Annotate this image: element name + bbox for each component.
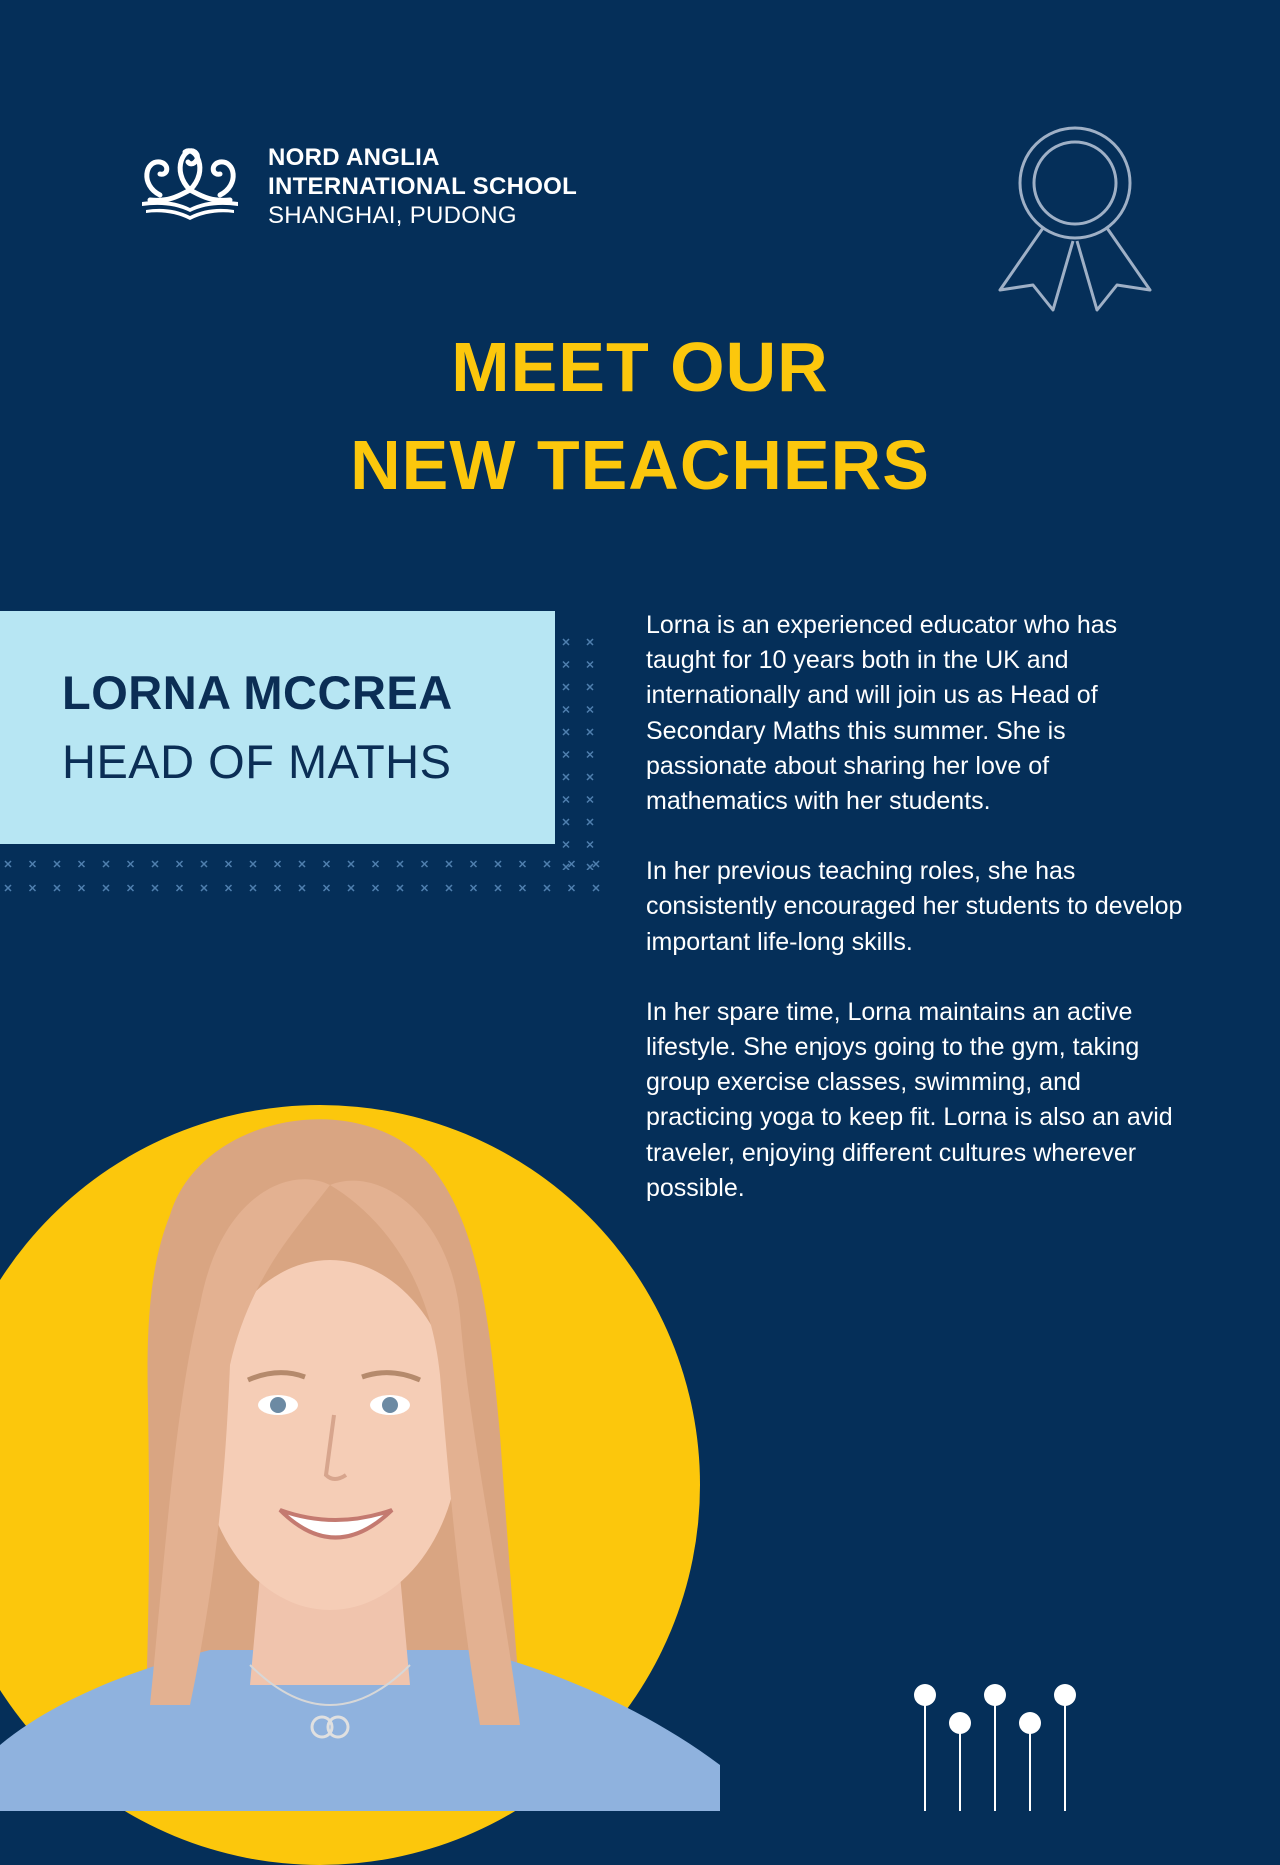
bio-paragraph: In her spare time, Lorna maintains an active lifestyle. She enjoys going to the gym, taking group exercise classes, swimming, and practicing yoga to keep fit. Lorna is also an avid traveler, enjoying different cultures wherever possible.: [646, 997, 1173, 1202]
decorative-x-pattern-vertical: [556, 634, 600, 870]
x-mark: [79, 861, 85, 867]
x-mark: [397, 885, 403, 891]
x-mark: [563, 639, 569, 645]
x-mark: [563, 707, 569, 713]
x-mark: [495, 885, 501, 891]
x-mark: [397, 861, 403, 867]
x-mark: [471, 861, 477, 867]
decorative-pin-lines: [905, 1675, 1085, 1811]
x-mark: [563, 774, 569, 780]
x-mark: [226, 861, 232, 867]
x-mark: [226, 885, 232, 891]
bio-paragraph: Lorna is an experienced educator who has taught for 10 years both in the UK and internationally and will join us as Head of Secondary Maths this summer. She is passionate about sharing her love of mathematics with her students.: [646, 611, 1118, 816]
decorative-x-pattern-horizontal: [0, 856, 600, 910]
x-mark: [520, 861, 526, 867]
x-mark: [201, 885, 207, 891]
x-mark: [446, 861, 452, 867]
headline-line1: MEET OUR: [451, 328, 829, 406]
x-mark: [152, 885, 158, 891]
teacher-bio: [646, 608, 1186, 1241]
x-mark: [177, 861, 183, 867]
x-mark: [324, 861, 330, 867]
x-mark: [563, 729, 569, 735]
x-mark: [422, 885, 428, 891]
x-mark: [495, 861, 501, 867]
x-mark: [299, 861, 305, 867]
school-name-line2: INTERNATIONAL SCHOOL: [268, 173, 578, 200]
x-mark: [250, 861, 256, 867]
x-mark: [201, 861, 207, 867]
x-mark: [348, 861, 354, 867]
x-mark: [54, 861, 60, 867]
x-mark: [569, 861, 575, 867]
x-mark: [544, 885, 550, 891]
x-mark: [587, 662, 593, 668]
x-mark: [324, 885, 330, 891]
x-mark: [5, 885, 11, 891]
x-mark: [79, 885, 85, 891]
school-name-line1: NORD ANGLIA: [268, 144, 440, 171]
teacher-portrait-photo: [0, 1105, 720, 1811]
x-mark: [250, 885, 256, 891]
x-mark: [103, 861, 109, 867]
x-mark: [569, 885, 575, 891]
x-mark: [422, 861, 428, 867]
bio-paragraph: In her previous teaching roles, she has consistently encouraged her students to develop important life-long skills.: [646, 857, 1183, 956]
x-mark: [177, 885, 183, 891]
x-mark: [299, 885, 305, 891]
x-mark: [593, 861, 599, 867]
teacher-name: LORNA MCCREA: [62, 666, 453, 719]
page-headline: [0, 318, 1280, 514]
x-mark: [275, 861, 281, 867]
school-location: SHANGHAI, PUDONG: [268, 202, 517, 229]
x-mark: [587, 639, 593, 645]
x-mark: [5, 861, 11, 867]
x-mark: [563, 684, 569, 690]
x-mark: [54, 885, 60, 891]
x-mark: [563, 819, 569, 825]
x-mark: [275, 885, 281, 891]
x-mark: [373, 885, 379, 891]
x-mark: [348, 885, 354, 891]
teacher-name-box: [0, 611, 555, 844]
x-mark: [128, 885, 134, 891]
x-mark: [30, 885, 36, 891]
x-mark: [471, 885, 477, 891]
x-mark: [587, 819, 593, 825]
school-name: [268, 143, 577, 230]
headline-line2: NEW TEACHERS: [350, 426, 930, 504]
x-mark: [446, 885, 452, 891]
x-mark: [563, 662, 569, 668]
award-ribbon-icon: [995, 125, 1155, 315]
x-mark: [593, 885, 599, 891]
x-mark: [563, 752, 569, 758]
x-mark: [587, 797, 593, 803]
x-mark: [30, 861, 36, 867]
x-mark: [520, 885, 526, 891]
x-mark: [128, 861, 134, 867]
x-mark: [373, 861, 379, 867]
x-mark: [587, 684, 593, 690]
x-mark: [563, 842, 569, 848]
x-mark: [544, 861, 550, 867]
x-mark: [587, 707, 593, 713]
x-mark: [587, 774, 593, 780]
teacher-role: HEAD OF MATHS: [62, 735, 452, 788]
x-mark: [587, 752, 593, 758]
x-mark: [563, 797, 569, 803]
x-mark: [587, 729, 593, 735]
x-mark: [103, 885, 109, 891]
x-mark: [152, 861, 158, 867]
x-mark: [587, 842, 593, 848]
school-crest-logo: [130, 140, 250, 230]
